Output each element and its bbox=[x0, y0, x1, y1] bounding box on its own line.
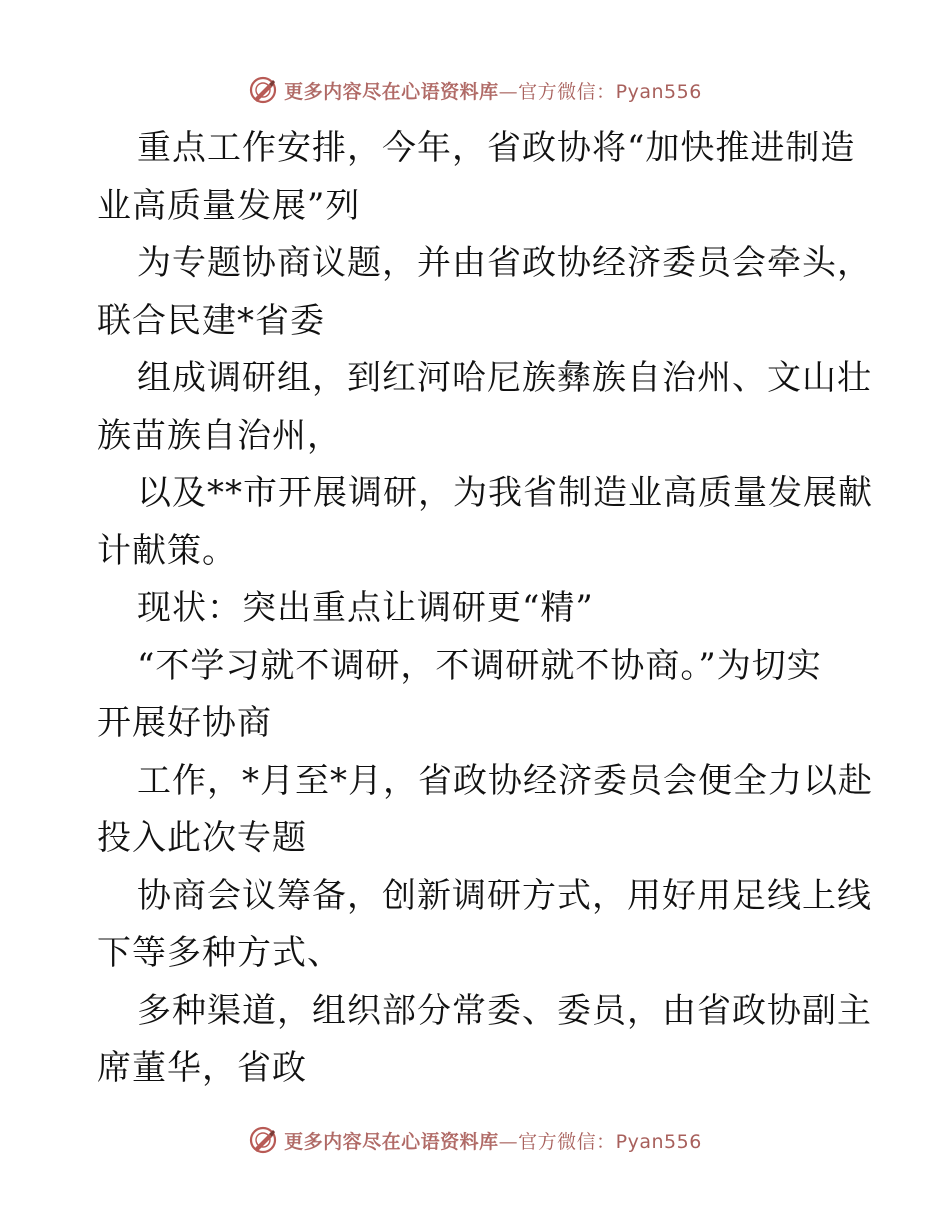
pen-logo-icon bbox=[248, 75, 278, 105]
pen-logo-icon bbox=[248, 1125, 278, 1155]
paragraph-line: 下等多种方式、 bbox=[97, 933, 342, 973]
paragraph-line: 开展好协商 bbox=[97, 703, 272, 743]
footer-banner bbox=[0, 1120, 950, 1160]
paragraph-line: 多种渠道，组织部分常委、委员，由省政协副主 bbox=[137, 990, 872, 1031]
footer-brand-text: 更多内容尽在心语资料库 bbox=[284, 1130, 499, 1153]
paragraph-line: 业高质量发展”列 bbox=[97, 185, 361, 226]
paragraph-line: 为专题协商议题，并由省政协经济委员会牵头， bbox=[137, 243, 872, 283]
footer-separator: — bbox=[498, 1130, 519, 1153]
paragraph-line: 族苗族自治州， bbox=[97, 415, 342, 456]
footer-banner-text bbox=[284, 1127, 702, 1154]
paragraph-line: 投入此次专题 bbox=[97, 818, 307, 858]
section-heading: 现状：突出重点让调研更“精” bbox=[137, 588, 594, 628]
paragraph-line: 席董华，省政 bbox=[97, 1048, 307, 1088]
header-brand-text: 更多内容尽在心语资料库 bbox=[284, 80, 499, 103]
header-banner bbox=[0, 70, 950, 110]
paragraph-line: 工作，*月至*月，省政协经济委员会便全力以赴 bbox=[137, 760, 873, 801]
paragraph-line: 以及**市开展调研，为我省制造业高质量发展献 bbox=[137, 473, 873, 513]
footer-wechat-text: 官方微信：Pyan556 bbox=[518, 1130, 702, 1153]
paragraph-line: 联合民建*省委 bbox=[97, 300, 325, 341]
document-body bbox=[97, 120, 873, 1098]
paragraph-line: 计献策。 bbox=[97, 530, 237, 571]
header-banner-text bbox=[284, 77, 702, 104]
header-separator: — bbox=[498, 80, 519, 103]
paragraph-line: 组成调研组，到红河哈尼族彝族自治州、文山壮 bbox=[137, 358, 872, 398]
paragraph-line: “不学习就不调研，不调研就不协商。”为切实 bbox=[137, 645, 822, 686]
paragraph-line: 协商会议筹备，创新调研方式，用好用足线上线 bbox=[137, 875, 872, 916]
paragraph-line: 重点工作安排，今年，省政协将“加快推进制造 bbox=[137, 128, 856, 168]
header-wechat-text: 官方微信：Pyan556 bbox=[518, 80, 702, 103]
